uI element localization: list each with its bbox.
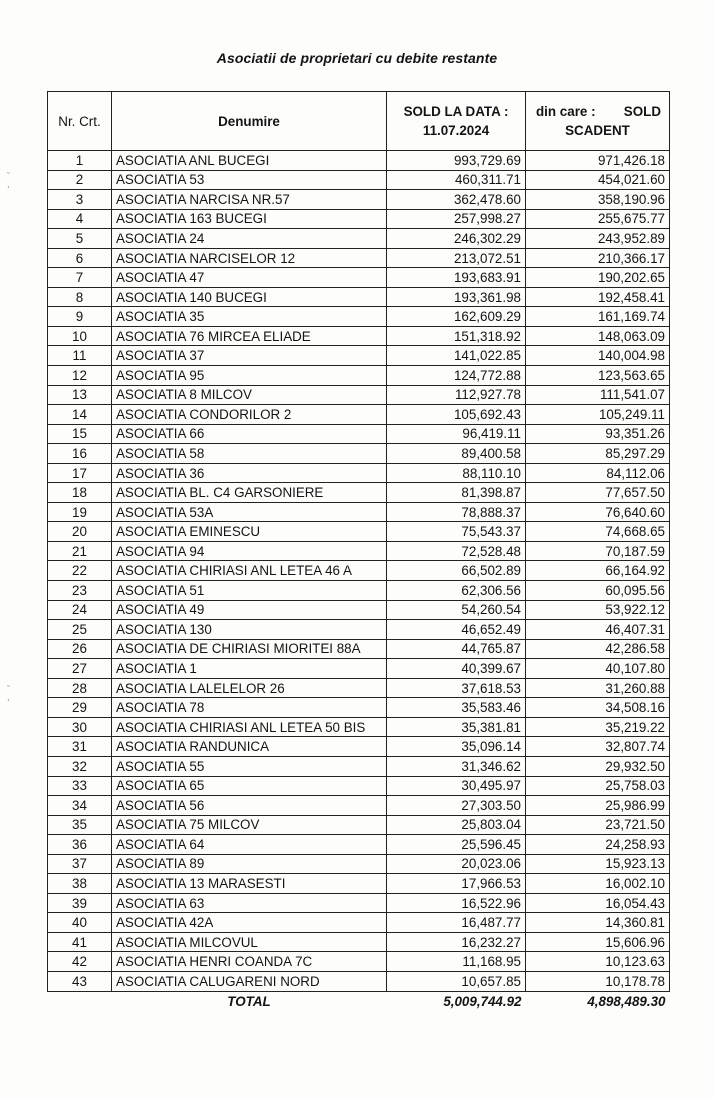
row-nr: 31	[48, 737, 112, 757]
row-due: 243,952.89	[526, 229, 670, 249]
row-sold: 257,998.27	[387, 209, 526, 229]
row-nr: 33	[48, 776, 112, 796]
row-nr: 36	[48, 835, 112, 855]
page-title: Asociatii de proprietari cu debite restante	[216, 50, 498, 66]
row-sold: 40,399.67	[387, 659, 526, 679]
row-nr: 28	[48, 678, 112, 698]
row-sold: 35,096.14	[387, 737, 526, 757]
row-due: 29,932.50	[526, 756, 670, 776]
header-sold-line1: SOLD LA DATA :	[403, 104, 509, 119]
row-sold: 75,543.37	[387, 522, 526, 542]
row-due: 76,640.60	[526, 502, 670, 522]
row-due: 84,112.06	[526, 463, 670, 483]
row-nr: 43	[48, 971, 112, 991]
row-name: ASOCIATIA CHIRIASI ANL LETEA 50 BIS	[112, 717, 387, 737]
row-name: ASOCIATIA 64	[112, 835, 387, 855]
row-sold: 112,927.78	[387, 385, 526, 405]
row-name: ASOCIATIA 130	[112, 620, 387, 640]
row-nr: 5	[48, 229, 112, 249]
row-nr: 29	[48, 698, 112, 718]
row-name: ASOCIATIA MILCOVUL	[112, 932, 387, 952]
row-name: ASOCIATIA RANDUNICA	[112, 737, 387, 757]
table-row	[48, 444, 670, 464]
row-sold: 81,398.87	[387, 483, 526, 503]
row-due: 105,249.11	[526, 405, 670, 425]
row-nr: 4	[48, 209, 112, 229]
row-nr: 41	[48, 932, 112, 952]
total-label: TOTAL	[227, 993, 271, 1009]
header-sold	[387, 92, 526, 151]
row-sold: 31,346.62	[387, 756, 526, 776]
row-nr: 40	[48, 913, 112, 933]
row-due: 31,260.88	[526, 678, 670, 698]
row-sold: 54,260.54	[387, 600, 526, 620]
header-due	[526, 92, 670, 151]
row-sold: 25,596.45	[387, 835, 526, 855]
header-nr: Nr. Crt.	[48, 92, 112, 151]
row-nr: 10	[48, 326, 112, 346]
row-name: ASOCIATIA LALELELOR 26	[112, 678, 387, 698]
table-row	[48, 483, 670, 503]
row-nr: 19	[48, 502, 112, 522]
row-due: 40,107.80	[526, 659, 670, 679]
table-row	[48, 659, 670, 679]
table-row	[48, 639, 670, 659]
row-nr: 21	[48, 541, 112, 561]
row-nr: 25	[48, 620, 112, 640]
table-row	[48, 620, 670, 640]
row-nr: 6	[48, 248, 112, 268]
row-sold: 105,692.43	[387, 405, 526, 425]
debts-table	[47, 91, 670, 1012]
row-sold: 362,478.60	[387, 190, 526, 210]
row-sold: 993,729.69	[387, 151, 526, 171]
table-header-row	[48, 92, 670, 151]
row-nr: 32	[48, 756, 112, 776]
row-sold: 16,487.77	[387, 913, 526, 933]
row-due: 32,807.74	[526, 737, 670, 757]
table-row	[48, 463, 670, 483]
row-due: 24,258.93	[526, 835, 670, 855]
table-row	[48, 522, 670, 542]
header-name: Denumire	[112, 92, 387, 151]
table-row	[48, 796, 670, 816]
table-row	[48, 932, 670, 952]
row-name: ASOCIATIA 47	[112, 268, 387, 288]
row-sold: 141,022.85	[387, 346, 526, 366]
table-row	[48, 170, 670, 190]
row-due: 42,286.58	[526, 639, 670, 659]
table-row	[48, 893, 670, 913]
row-name: ASOCIATIA 56	[112, 796, 387, 816]
row-due: 10,178.78	[526, 971, 670, 991]
row-due: 34,508.16	[526, 698, 670, 718]
row-name: ASOCIATIA 66	[112, 424, 387, 444]
row-due: 16,054.43	[526, 893, 670, 913]
table-row	[48, 815, 670, 835]
row-sold: 44,765.87	[387, 639, 526, 659]
row-name: ASOCIATIA 163 BUCEGI	[112, 209, 387, 229]
row-name: ASOCIATIA 75 MILCOV	[112, 815, 387, 835]
total-sold: 5,009,744.92	[443, 993, 522, 1009]
row-sold: 17,966.53	[387, 874, 526, 894]
table-row	[48, 366, 670, 386]
row-sold: 35,583.46	[387, 698, 526, 718]
row-due: 16,002.10	[526, 874, 670, 894]
row-sold: 62,306.56	[387, 581, 526, 601]
row-due: 35,219.22	[526, 717, 670, 737]
row-sold: 213,072.51	[387, 248, 526, 268]
table-row	[48, 190, 670, 210]
row-due: 70,187.59	[526, 541, 670, 561]
row-sold: 88,110.10	[387, 463, 526, 483]
row-name: ASOCIATIA 89	[112, 854, 387, 874]
row-due: 53,922.12	[526, 600, 670, 620]
table-row	[48, 737, 670, 757]
row-due: 77,657.50	[526, 483, 670, 503]
row-sold: 11,168.95	[387, 952, 526, 972]
row-sold: 89,400.58	[387, 444, 526, 464]
table-row	[48, 600, 670, 620]
row-due: 15,923.13	[526, 854, 670, 874]
table-row	[48, 952, 670, 972]
row-due: 190,202.65	[526, 268, 670, 288]
row-sold: 16,522.96	[387, 893, 526, 913]
row-sold: 124,772.88	[387, 366, 526, 386]
row-name: ASOCIATIA 76 MIRCEA ELIADE	[112, 326, 387, 346]
row-sold: 37,618.53	[387, 678, 526, 698]
row-sold: 66,502.89	[387, 561, 526, 581]
row-due: 192,458.41	[526, 287, 670, 307]
table-row	[48, 717, 670, 737]
row-nr: 8	[48, 287, 112, 307]
row-due: 210,366.17	[526, 248, 670, 268]
header-due-line1-right: SOLD	[623, 104, 661, 119]
table-row	[48, 307, 670, 327]
row-name: ASOCIATIA 55	[112, 756, 387, 776]
row-nr: 17	[48, 463, 112, 483]
row-name: ASOCIATIA 36	[112, 463, 387, 483]
row-sold: 151,318.92	[387, 326, 526, 346]
row-nr: 37	[48, 854, 112, 874]
header-sold-line2: 11.07.2024	[422, 123, 490, 138]
table-row	[48, 756, 670, 776]
row-sold: 72,528.48	[387, 541, 526, 561]
row-nr: 1	[48, 151, 112, 171]
table-row	[48, 854, 670, 874]
row-name: ASOCIATIA 53A	[112, 502, 387, 522]
table-row	[48, 971, 670, 991]
row-nr: 35	[48, 815, 112, 835]
row-due: 23,721.50	[526, 815, 670, 835]
row-name: ASOCIATIA 42A	[112, 913, 387, 933]
row-name: ASOCIATIA CALUGARENI NORD	[112, 971, 387, 991]
row-name: ASOCIATIA 51	[112, 581, 387, 601]
row-nr: 30	[48, 717, 112, 737]
row-nr: 26	[48, 639, 112, 659]
row-nr: 23	[48, 581, 112, 601]
header-due-line2: SCADENT	[565, 123, 630, 138]
row-nr: 38	[48, 874, 112, 894]
row-name: ASOCIATIA ANL BUCEGI	[112, 151, 387, 171]
table-row	[48, 229, 670, 249]
table-row	[48, 913, 670, 933]
table-row	[48, 678, 670, 698]
row-sold: 96,419.11	[387, 424, 526, 444]
row-name: ASOCIATIA DE CHIRIASI MIORITEI 88A	[112, 639, 387, 659]
row-name: ASOCIATIA 13 MARASESTI	[112, 874, 387, 894]
table-row	[48, 287, 670, 307]
table-row	[48, 581, 670, 601]
row-name: ASOCIATIA BL. C4 GARSONIERE	[112, 483, 387, 503]
row-name: ASOCIATIA 140 BUCEGI	[112, 287, 387, 307]
row-name: ASOCIATIA EMINESCU	[112, 522, 387, 542]
row-name: ASOCIATIA 95	[112, 366, 387, 386]
row-sold: 27,303.50	[387, 796, 526, 816]
row-name: ASOCIATIA CHIRIASI ANL LETEA 46 A	[112, 561, 387, 581]
row-due: 161,169.74	[526, 307, 670, 327]
row-due: 66,164.92	[526, 561, 670, 581]
row-sold: 20,023.06	[387, 854, 526, 874]
margin-tick-mark: ˇ ,	[7, 684, 10, 702]
row-sold: 10,657.85	[387, 971, 526, 991]
row-name: ASOCIATIA 49	[112, 600, 387, 620]
row-nr: 22	[48, 561, 112, 581]
row-nr: 16	[48, 444, 112, 464]
row-due: 25,758.03	[526, 776, 670, 796]
row-name: ASOCIATIA NARCISELOR 12	[112, 248, 387, 268]
table-row	[48, 346, 670, 366]
row-sold: 162,609.29	[387, 307, 526, 327]
row-due: 140,004.98	[526, 346, 670, 366]
row-name: ASOCIATIA 58	[112, 444, 387, 464]
row-nr: 18	[48, 483, 112, 503]
row-due: 60,095.56	[526, 581, 670, 601]
row-nr: 20	[48, 522, 112, 542]
row-sold: 460,311.71	[387, 170, 526, 190]
table-row	[48, 424, 670, 444]
row-nr: 24	[48, 600, 112, 620]
row-due: 46,407.31	[526, 620, 670, 640]
row-due: 10,123.63	[526, 952, 670, 972]
row-nr: 9	[48, 307, 112, 327]
row-name: ASOCIATIA HENRI COANDA 7C	[112, 952, 387, 972]
row-sold: 25,803.04	[387, 815, 526, 835]
row-sold: 78,888.37	[387, 502, 526, 522]
table-row	[48, 776, 670, 796]
row-due: 148,063.09	[526, 326, 670, 346]
row-nr: 11	[48, 346, 112, 366]
row-nr: 39	[48, 893, 112, 913]
row-name: ASOCIATIA 37	[112, 346, 387, 366]
table-row	[48, 874, 670, 894]
row-name: ASOCIATIA 24	[112, 229, 387, 249]
table-row	[48, 209, 670, 229]
row-due: 255,675.77	[526, 209, 670, 229]
row-nr: 42	[48, 952, 112, 972]
table-row	[48, 405, 670, 425]
row-nr: 12	[48, 366, 112, 386]
row-due: 14,360.81	[526, 913, 670, 933]
row-due: 93,351.26	[526, 424, 670, 444]
header-due-line1-left: din care :	[536, 104, 596, 119]
row-name: ASOCIATIA 63	[112, 893, 387, 913]
row-due: 358,190.96	[526, 190, 670, 210]
row-nr: 14	[48, 405, 112, 425]
row-nr: 2	[48, 170, 112, 190]
table-row	[48, 835, 670, 855]
row-nr: 13	[48, 385, 112, 405]
row-nr: 15	[48, 424, 112, 444]
row-due: 15,606.96	[526, 932, 670, 952]
row-due: 85,297.29	[526, 444, 670, 464]
row-nr: 7	[48, 268, 112, 288]
row-due: 25,986.99	[526, 796, 670, 816]
row-name: ASOCIATIA 8 MILCOV	[112, 385, 387, 405]
row-name: ASOCIATIA 1	[112, 659, 387, 679]
row-sold: 30,495.97	[387, 776, 526, 796]
table-row	[48, 151, 670, 171]
table-row	[48, 698, 670, 718]
row-due: 123,563.65	[526, 366, 670, 386]
row-sold: 193,361.98	[387, 287, 526, 307]
row-due: 111,541.07	[526, 385, 670, 405]
row-sold: 193,683.91	[387, 268, 526, 288]
row-sold: 35,381.81	[387, 717, 526, 737]
row-due: 74,668.65	[526, 522, 670, 542]
row-name: ASOCIATIA 35	[112, 307, 387, 327]
row-sold: 16,232.27	[387, 932, 526, 952]
table-row	[48, 385, 670, 405]
row-nr: 3	[48, 190, 112, 210]
table-row	[48, 541, 670, 561]
table-row	[48, 502, 670, 522]
total-due: 4,898,489.30	[587, 993, 666, 1009]
table-row	[48, 268, 670, 288]
row-name: ASOCIATIA 53	[112, 170, 387, 190]
row-name: ASOCIATIA 65	[112, 776, 387, 796]
row-name: ASOCIATIA CONDORILOR 2	[112, 405, 387, 425]
row-nr: 34	[48, 796, 112, 816]
row-name: ASOCIATIA NARCISA NR.57	[112, 190, 387, 210]
row-name: ASOCIATIA 94	[112, 541, 387, 561]
row-due: 454,021.60	[526, 170, 670, 190]
table-row	[48, 248, 670, 268]
row-sold: 46,652.49	[387, 620, 526, 640]
table-row	[48, 326, 670, 346]
row-sold: 246,302.29	[387, 229, 526, 249]
row-nr: 27	[48, 659, 112, 679]
row-due: 971,426.18	[526, 151, 670, 171]
row-name: ASOCIATIA 78	[112, 698, 387, 718]
table-row	[48, 561, 670, 581]
margin-tick-mark: ˇ ,	[7, 171, 10, 189]
total-row	[48, 991, 670, 1012]
